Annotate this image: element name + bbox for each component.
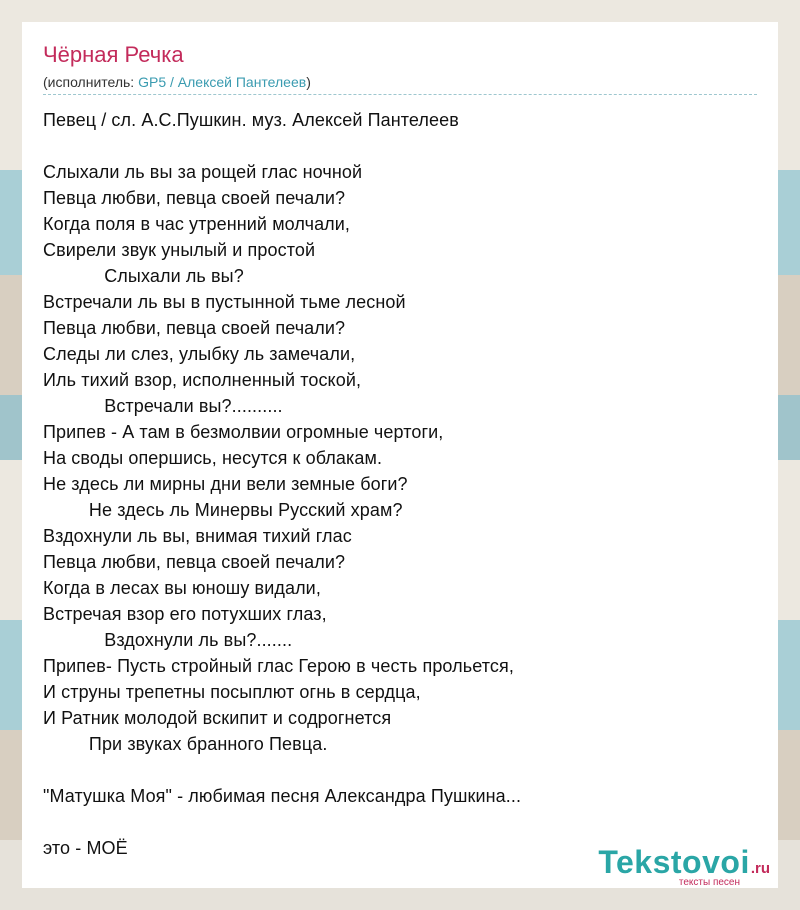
logo-tld: .ru (750, 860, 770, 877)
logo-subtitle: тексты песен (678, 877, 740, 888)
logo-main-text: Tekstovoi (598, 844, 750, 880)
lyrics-card (22, 22, 778, 888)
dashed-divider (43, 94, 757, 95)
lyrics-text: Певец / сл. А.С.Пушкин. муз. Алексей Пантелеев Слыхали ль вы за рощей глас ночной Певца любви, певца своей печали? Когда поля в час утренний молчали, Свирели звук унылый и простой Слыхали ль вы? Встречали ль вы в пустынной тьме лесной Певца любви, певца своей печали? Следы ли слез, улыбку ль замечали, Иль тихий взор, исполненный тоской, Встречали вы?.......... Припев - А там в безмолвии огромные чертоги, На своды опершись, несутся к облакам. Не здесь ли мирны дни вели земные боги? Не здесь ль Минервы Русский храм? Вздохнули ль вы, внимая тихий глас Певца любви, певца своей печали? Когда в лесах вы юношу видали, Встречая взор его потухших глаз, Вздохнули ль вы?....... Припев- Пусть стройный глас Герою в честь прольется, И струны трепетны посыплют огнь в сердца, И Ратник молодой вскипит и содрогнется При звуках бранного Певца. "Матушка Моя" - любимая песня Александра Пушкина... это - МОЁ (43, 110, 522, 858)
performer-suffix: ) (306, 74, 311, 90)
site-logo[interactable] (598, 845, 770, 888)
performer-line (43, 74, 758, 90)
performer-prefix: (исполнитель: (43, 74, 139, 90)
performer-link[interactable]: GP5 / Алексей Пантелеев (138, 74, 307, 90)
song-title: Чёрная Речка (43, 42, 184, 67)
